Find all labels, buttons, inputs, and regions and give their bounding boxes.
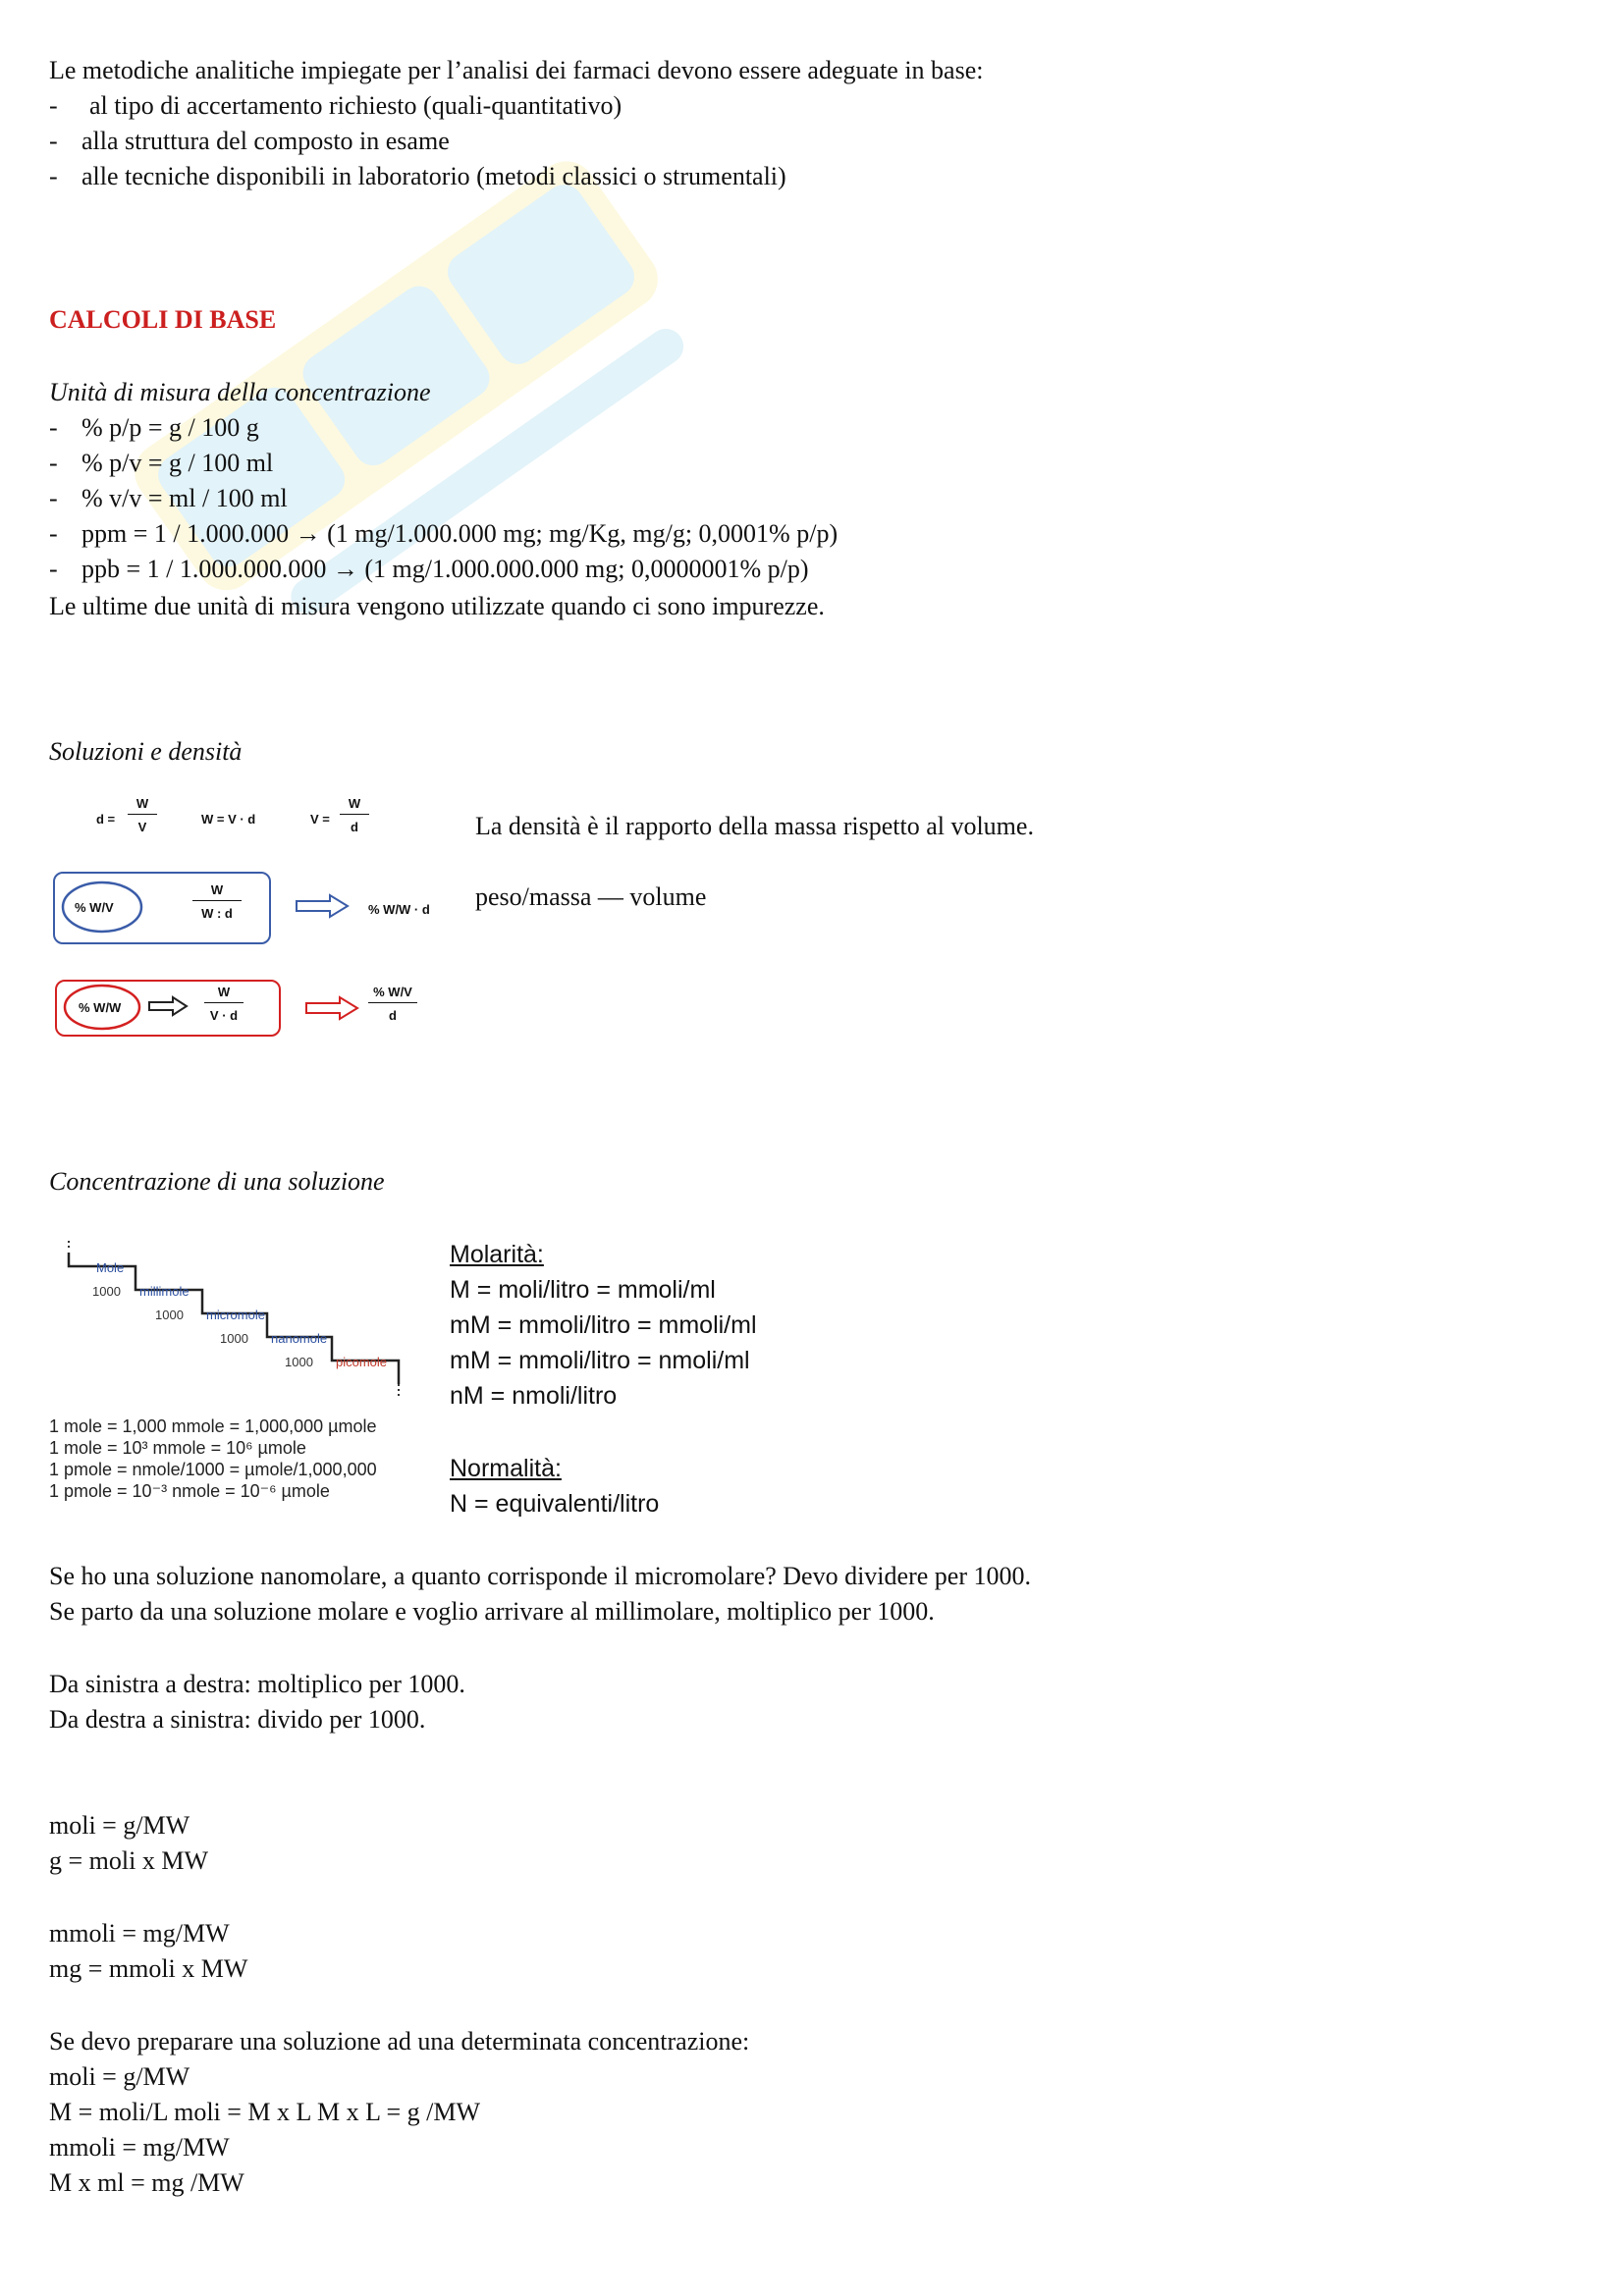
formula-line: mmoli = mg/MW [49, 1919, 230, 1948]
unit-staircase [49, 1239, 432, 1514]
density-text: peso/massa — volume [475, 882, 707, 911]
intro-bullet: - alle tecniche disponibili in laboratorio (metodi classici o strumentali) [49, 162, 786, 190]
formula-line: g = moli x MW [49, 1846, 208, 1875]
mole-equation: 1 mole = 10³ mmole = 10⁶ µmole [49, 1438, 306, 1458]
formula-line: mg = mmoli x MW [49, 1954, 248, 1983]
body-line: Se parto da una soluzione molare e voglio arrivare al millimolare, moltiplico per 1000. [49, 1597, 935, 1626]
stair-factor: 1000 [155, 1308, 184, 1322]
formula-line: moli = g/MW [49, 2062, 190, 2091]
mole-equation: 1 pmole = 10⁻³ nmole = 10⁻⁶ µmole [49, 1481, 330, 1501]
mole-equation: 1 mole = 1,000 mmole = 1,000,000 µmole [49, 1416, 377, 1436]
unit-bullet: - % v/v = ml / 100 ml [49, 484, 288, 512]
formula-line: mmoli = mg/MW [49, 2133, 230, 2162]
normality-title: Normalità: [450, 1455, 562, 1482]
normality-line: N = equivalenti/litro [450, 1490, 660, 1518]
unit-bullet: - ppm = 1 / 1.000.000 → (1 mg/1.000.000 mg; mg/Kg, mg/g; 0,0001% p/p) [49, 519, 839, 548]
formula-line: M = moli/L moli = M x L M x L = g /MW [49, 2098, 481, 2126]
molarity-line: nM = nmoli/litro [450, 1382, 618, 1410]
stair-factor: 1000 [220, 1331, 248, 1346]
box-wv-fraction: $\frac{W}{W : d}$ [192, 883, 242, 921]
box-ww-result: $\frac{\% W/V}{d}$ [368, 986, 417, 1023]
units-note: Le ultime due unità di misura vengono utilizzate quando ci sono impurezze. [49, 592, 825, 620]
stair-label-mole: Mole [96, 1260, 125, 1275]
box-wv-result: % W/W · d [368, 902, 430, 917]
formula-line: moli = g/MW [49, 1811, 190, 1840]
box-wv-label: % W/V [75, 900, 114, 915]
stair-label-nanomole: nanomole [271, 1331, 328, 1346]
arrow-right-icon [295, 893, 350, 919]
density-title: Soluzioni e densità [49, 737, 243, 766]
body-line: Da destra a sinistra: divido per 1000. [49, 1705, 426, 1734]
mole-equation: 1 pmole = nmole/1000 = µmole/1,000,000 [49, 1460, 377, 1479]
density-text: La densità è il rapporto della massa rispetto al volume. [475, 812, 1034, 840]
v-lhs: V = [310, 812, 330, 827]
box-ww-fraction: $\frac{W}{V \cdot d}$ [204, 986, 244, 1023]
intro-bullet: - alla struttura del composto in esame [49, 127, 450, 155]
unit-bullet: - % p/p = g / 100 g [49, 413, 259, 442]
concentration-title: Concentrazione di una soluzione [49, 1167, 385, 1196]
d-fraction: $\frac{W}{V}$ [128, 797, 157, 834]
stair-label-micromole: micromole [206, 1308, 265, 1322]
d-lhs: d = [96, 812, 116, 827]
arrow-right-icon [304, 995, 359, 1021]
body-line: Se devo preparare una soluzione ad una determinata concentrazione: [49, 2027, 750, 2056]
stair-factor: 1000 [92, 1284, 121, 1299]
section-title: CALCOLI DI BASE [49, 305, 277, 334]
intro-bullet: - al tipo di accertamento richiesto (quali-quantitativo) [49, 91, 623, 120]
molarity-line: M = moli/litro = mmoli/ml [450, 1276, 716, 1304]
molarity-title: Molarità: [450, 1241, 544, 1268]
box-ww-label: % W/W [79, 1000, 122, 1015]
w-equation: W = V · d [201, 812, 256, 827]
stair-label-picomole: picomole [336, 1355, 388, 1369]
density-figure [49, 793, 461, 1048]
molarity-line: mM = mmoli/litro = nmoli/ml [450, 1347, 750, 1374]
arrow-right-icon [147, 995, 189, 1017]
stair-factor: 1000 [285, 1355, 313, 1369]
molarity-line: mM = mmoli/litro = mmoli/ml [450, 1311, 757, 1339]
unit-bullet: - ppb = 1 / 1.000.000.000 → (1 mg/1.000.000.000 mg; 0,0000001% p/p) [49, 555, 809, 583]
body-line: Da sinistra a destra: moltiplico per 1000. [49, 1670, 465, 1698]
v-fraction: $\frac{W}{d}$ [340, 797, 369, 834]
intro-line: Le metodiche analitiche impiegate per l’analisi dei farmaci devono essere adeguate in base: [49, 56, 984, 84]
body-line: Se ho una soluzione nanomolare, a quanto corrisponde il micromolare? Devo dividere per 1000. [49, 1562, 1031, 1590]
unit-bullet: - % p/v = g / 100 ml [49, 449, 274, 477]
units-title: Unità di misura della concentrazione [49, 378, 431, 406]
formula-line: M x ml = mg /MW [49, 2168, 244, 2197]
stair-label-millimole: millimole [139, 1284, 189, 1299]
